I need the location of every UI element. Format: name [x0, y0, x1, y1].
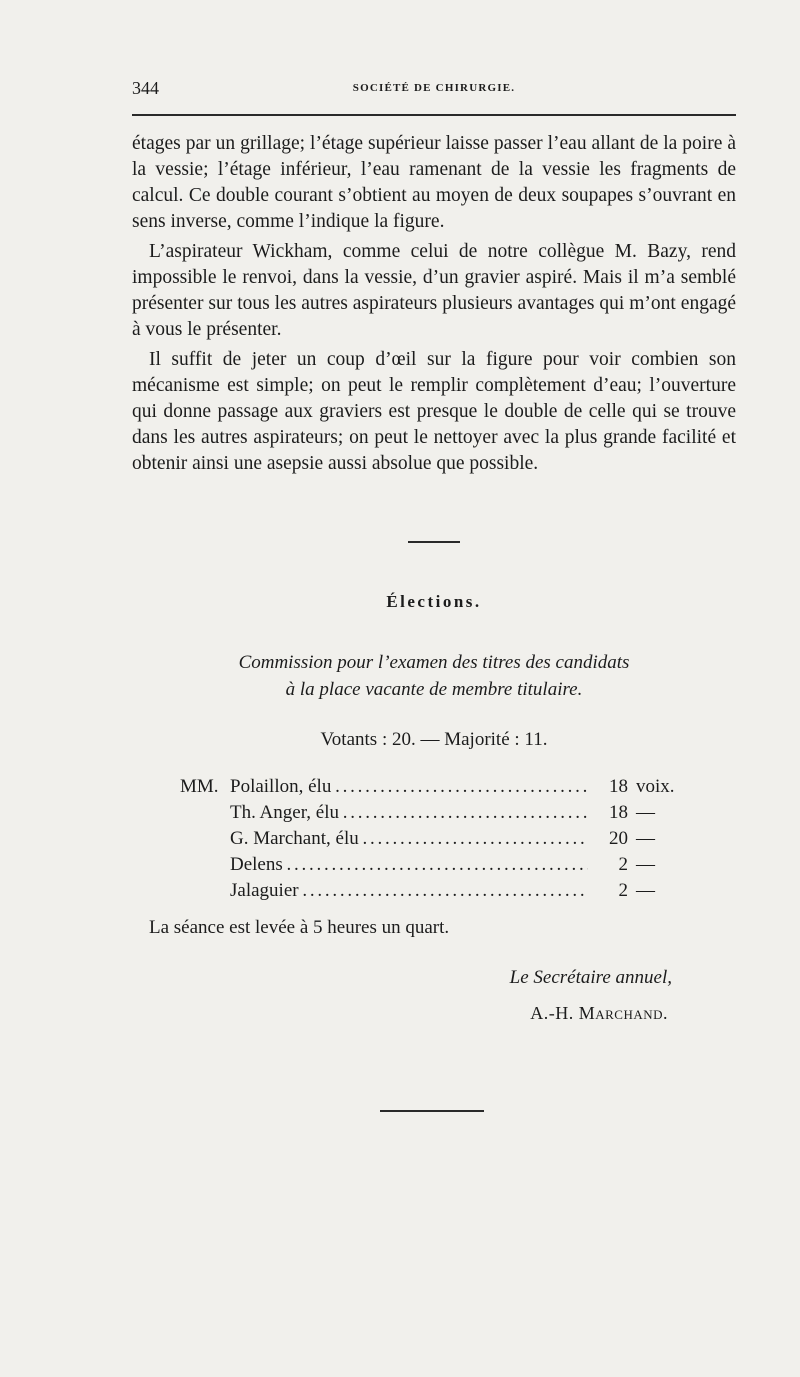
end-rule [380, 1110, 484, 1112]
candidate-name: Delens . . . [230, 852, 588, 878]
vote-unit: — [636, 880, 655, 901]
vote-unit: — [636, 802, 655, 823]
candidate-name: Polaillon, élu . . . [230, 774, 588, 800]
paragraph: Il suffit de jeter un coup d’œil sur la figure pour voir combien son mécanisme est simple; on peut le remplir complètement d’eau; l’ouverture qui donne passage aux graviers est presque le double de celle qui se trouve dans les autres aspirateurs; on peut le nettoyer avec la plus grande facilité et obtenir ainsi une asepsie aussi absolue que possible. [132, 349, 736, 474]
vote-count: 20 [609, 828, 628, 849]
page-header [132, 78, 736, 102]
candidate-name: Jalaguier . . . [230, 878, 588, 904]
paragraph: étages par un grillage; l’étage supérieur laisse passer l’eau allant de la poire à la vessie; l’étage inférieur, l’eau ramenant de la vessie les fragments de calcul. Ce double courant s’obtient au moyen de deux soupapes s’ouvrant en sens inverse, comme l’indique la figure. [132, 133, 736, 232]
result-row [180, 826, 690, 852]
result-prefix: MM. [180, 776, 219, 797]
vote-unit: — [636, 854, 655, 875]
running-title: SOCIÉTÉ DE CHIRURGIE. [352, 82, 516, 94]
candidate-name: Th. Anger, élu . . . [230, 800, 588, 826]
header-rule [132, 114, 736, 116]
page-number: 344 [132, 78, 159, 98]
election-results [180, 774, 690, 904]
result-row [180, 800, 690, 826]
commission-title [132, 649, 736, 703]
signature-name: A.-H. Marchand. [530, 1003, 668, 1023]
vote-count: 2 [618, 880, 628, 901]
closing-line: La séance est levée à 5 heures un quart. [149, 917, 450, 938]
commission-line: Commission pour l’examen des titres des candidats [238, 652, 630, 673]
paragraph: L’aspirateur Wickham, comme celui de notre collègue M. Bazy, rend impossible le renvoi, dans la vessie, d’un gravier aspiré. Mais il m’a semblé présenter sur tous les autres aspirateurs plusieurs avantages qui m’ont engagé à vous le présenter. [132, 241, 736, 340]
votes-summary: Votants : 20. — Majorité : 11. [320, 729, 548, 750]
section-heading: Élections. [386, 592, 482, 611]
vote-count: 2 [618, 854, 628, 875]
signature-title: Le Secrétaire annuel, [509, 967, 672, 988]
body-text [132, 131, 736, 481]
commission-line: à la place vacante de membre titulaire. [285, 679, 583, 700]
result-row [180, 774, 690, 800]
section-divider [408, 541, 460, 543]
candidate-name: G. Marchant, élu . . . [230, 826, 588, 852]
result-row [180, 852, 690, 878]
result-row [180, 878, 690, 904]
vote-unit: — [636, 828, 655, 849]
vote-unit: voix. [636, 776, 675, 797]
vote-count: 18 [609, 776, 628, 797]
vote-count: 18 [609, 802, 628, 823]
